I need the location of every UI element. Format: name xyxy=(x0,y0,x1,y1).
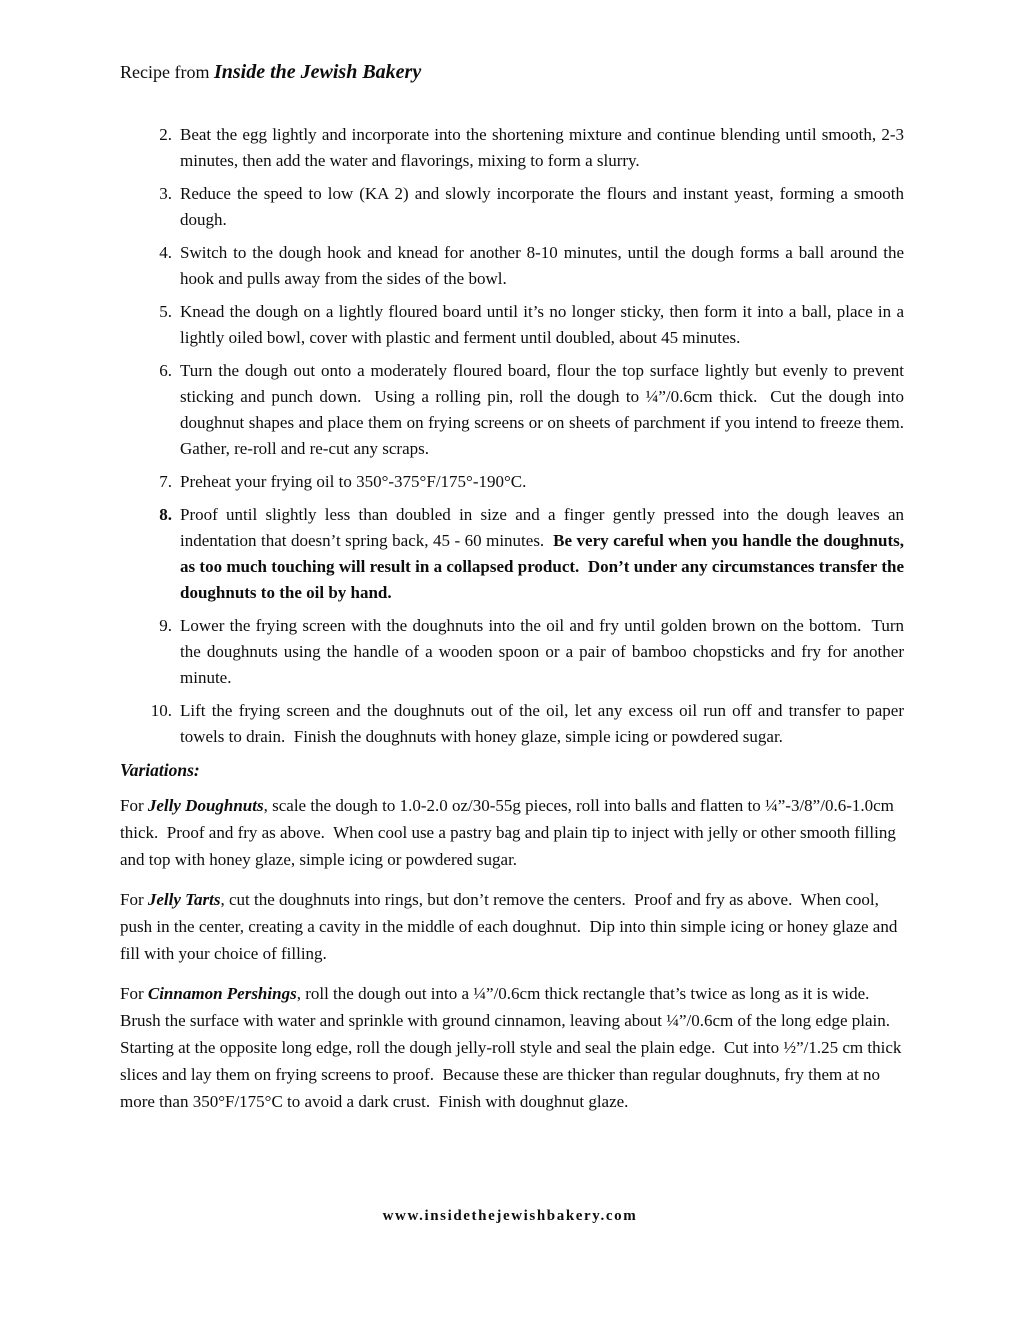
step-text xyxy=(180,358,913,462)
recipe-step xyxy=(120,299,909,351)
document-content xyxy=(120,60,913,1128)
recipe-step xyxy=(120,613,909,691)
step-text xyxy=(180,469,904,495)
variations-heading: Variations: xyxy=(120,760,200,780)
step-number: 9. xyxy=(159,616,172,635)
step-text-regular: Lower the frying screen with the doughnuts into the oil and fry until golden brown on the bottom. Turn the doughnuts using the handle of a wooden spoon or a pair of bamboo chopsticks and fry for another minute. xyxy=(180,616,909,687)
recipe-steps-list xyxy=(120,122,913,750)
recipe-step xyxy=(120,122,909,174)
recipe-step xyxy=(120,240,909,292)
step-text xyxy=(180,613,909,691)
step-text-regular: Knead the dough on a lightly floured board until it’s no longer sticky, then form it into a ball, place in a lightly oiled bowl, cover with plastic and ferment until doubled, about 45 minutes. xyxy=(180,302,909,347)
step-text-regular: Reduce the speed to low (KA 2) and slowly incorporate the flours and instant yeast, forming a smooth dough. xyxy=(180,184,909,229)
variation-paragraph xyxy=(120,886,904,967)
step-text-regular: Proof until slightly less than doubled in size and a finger gently pressed into the dough leaves an indentation that doesn’t spring back, 45 - 60 minutes. xyxy=(180,505,909,550)
step-text-regular: Switch to the dough hook and knead for another 8-10 minutes, until the dough forms a ball around the hook and pulls away from the sides of the bowl. xyxy=(180,243,909,288)
variations-section xyxy=(120,757,904,1115)
variation-name: Jelly Tarts xyxy=(147,890,221,909)
recipe-step xyxy=(120,358,913,462)
step-number: 3. xyxy=(159,184,172,203)
variation-text: , cut the doughnuts into rings, but don’t remove the centers. Proof and fry as above. When cool, push in the center, creating a cavity in the middle of each doughnut. Dip into thin simple icing or honey glaze and fill with your choice of filling. xyxy=(120,890,902,963)
step-text xyxy=(180,181,909,233)
step-text xyxy=(180,698,909,750)
step-number: 4. xyxy=(159,243,172,262)
variation-paragraph xyxy=(120,980,904,1115)
variation-text: , roll the dough out into a ¼”/0.6cm thick rectangle that’s twice as long as it is wide. Brush the surface with water and sprinkle with ground cinnamon, leaving about ¼”/0.6cm of the long edge plain. Starting at the opposite long edge, roll the dough jelly-roll style and seal the plain edge. Cut into ½”/1.25 cm thick slices and lay them on frying screens to proof. Because these are thicker than regular doughnuts, fry them at no more than 350°F/175°C to avoid a dark crust. Finish with doughnut glaze. xyxy=(120,984,906,1111)
variation-name: Jelly Doughnuts xyxy=(147,796,264,815)
step-number: 2. xyxy=(159,125,172,144)
step-text xyxy=(180,122,909,174)
variation-name: Cinnamon Pershings xyxy=(147,984,297,1003)
footer-url: www.insidethejewishbakery.com xyxy=(382,1208,638,1224)
step-text-bold: Be very careful when you handle the doughnuts, as too much touching will result in a collapsed product. Don’t under any circumstances transfer the doughnuts to the oil by hand. xyxy=(180,531,909,602)
document-header xyxy=(120,60,904,84)
step-number: 8. xyxy=(159,505,172,524)
variation-text: , scale the dough to 1.0-2.0 oz/30-55g pieces, roll into balls and flatten to ¼”-3/8”/0.6-1.0cm thick. Proof and fry as above. When cool use a pastry bag and plain tip to inject with jelly or other smooth filling and top with honey glaze, simple icing or powdered sugar. xyxy=(120,796,901,869)
recipe-step xyxy=(120,181,909,233)
step-text xyxy=(180,299,909,351)
step-number: 10. xyxy=(150,701,172,720)
step-text-regular: Beat the egg lightly and incorporate into the shortening mixture and continue blending until smooth, 2-3 minutes, then add the water and flavorings, mixing to form a slurry. xyxy=(180,125,909,170)
variation-prefix: For xyxy=(120,796,148,815)
recipe-step xyxy=(120,698,909,750)
step-number: 7. xyxy=(159,472,172,491)
variation-paragraph xyxy=(120,792,904,873)
recipe-step xyxy=(120,502,909,606)
step-number: 5. xyxy=(159,302,172,321)
step-text xyxy=(180,502,909,606)
step-number: 6. xyxy=(159,361,172,380)
step-text-regular: Preheat your frying oil to 350°-375°F/175°-190°C. xyxy=(180,472,527,491)
variation-prefix: For xyxy=(120,984,148,1003)
step-text-regular: Turn the dough out onto a moderately floured board, flour the top surface lightly but evenly to prevent sticking and punch down. Using a rolling pin, roll the dough to ¼”/0.6cm thick. Cut the dough into doughnut shapes and place them on frying screens or on sheets of parchment if you intend to freeze them. Gather, re-roll and re-cut any scraps. xyxy=(180,361,913,458)
variation-prefix: For xyxy=(120,890,148,909)
recipe-step xyxy=(120,469,904,495)
header-prefix: Recipe from xyxy=(120,62,214,82)
book-title: Inside the Jewish Bakery xyxy=(213,61,422,83)
step-text-regular: Lift the frying screen and the doughnuts out of the oil, let any excess oil run off and transfer to paper towels to drain. Finish the doughnuts with honey glaze, simple icing or powdered sugar. xyxy=(180,701,909,746)
step-text xyxy=(180,240,909,292)
